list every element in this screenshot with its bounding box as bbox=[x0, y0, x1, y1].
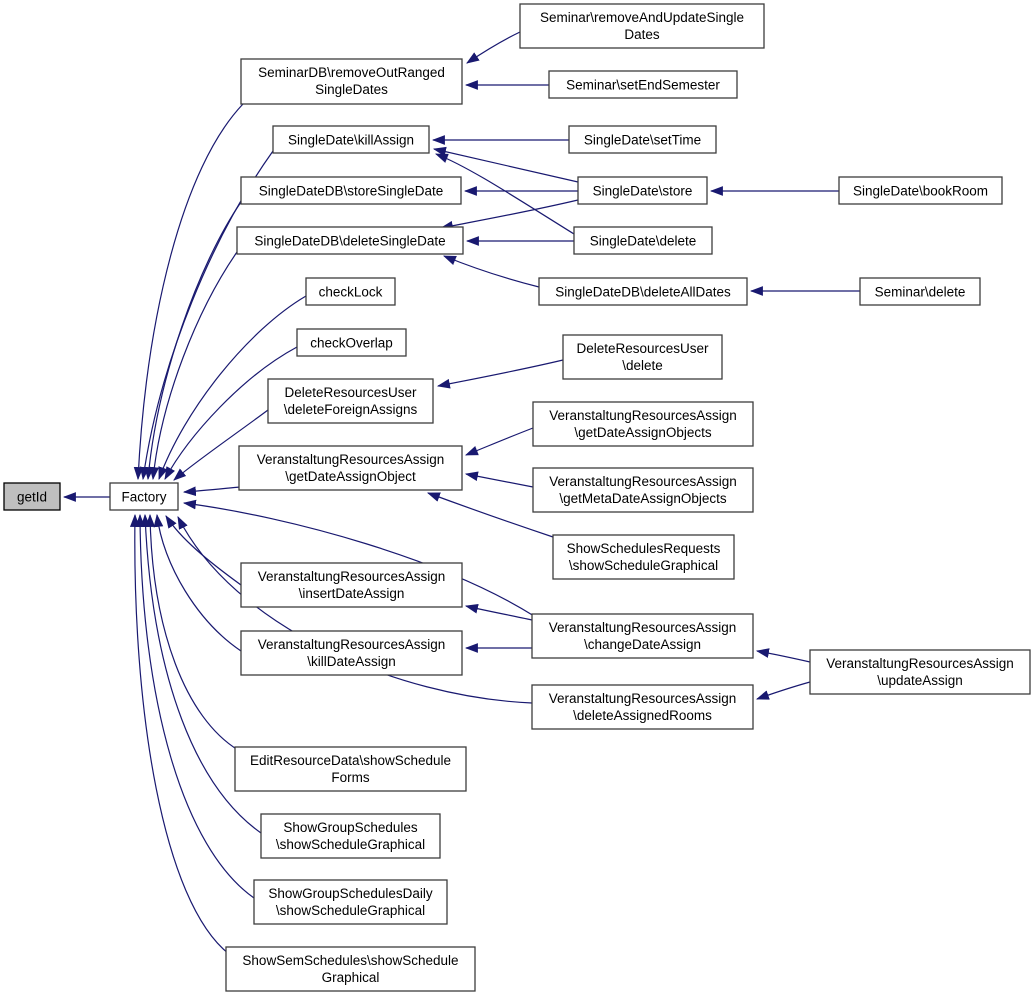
node-vra-getDateAssignObject[interactable] bbox=[239, 446, 462, 490]
node-label-showgroupschedules-showScheduleGraphical: ShowGroupSchedules \showScheduleGraphical bbox=[275, 820, 426, 852]
node-label-showschedulesrequests-showScheduleGraphical: ShowSchedulesRequests \showScheduleGraphical bbox=[566, 541, 721, 573]
node-editresourcedata-showScheduleForms[interactable] bbox=[235, 747, 466, 791]
edge-editresourcedata-showScheduleForms--factory bbox=[150, 515, 238, 750]
edge-deleteresourcesuser-delete--deleteresourcesuser-deleteForeignAssigns bbox=[438, 360, 563, 386]
node-label-singledate-bookRoom: SingleDate\bookRoom bbox=[852, 183, 989, 199]
node-label-seminardb-removeOutRangedSingleDates: SeminarDB\removeOutRanged SingleDates bbox=[258, 65, 445, 97]
node-singledate-store[interactable] bbox=[578, 177, 707, 204]
node-label-singledatedb-deleteSingleDate: SingleDateDB\deleteSingleDate bbox=[254, 233, 446, 249]
edge-showgroupschedulesdaily-showScheduleGraphical--factory bbox=[140, 515, 254, 898]
edge-seminar-removeAndUpdateSingleDates--seminardb-removeOutRangedSingleDates bbox=[467, 32, 520, 63]
node-singledate-bookRoom[interactable] bbox=[839, 177, 1002, 204]
node-vra-getDateAssignObjects[interactable] bbox=[533, 402, 753, 446]
node-label-vra-getDateAssignObject: VeranstaltungResourcesAssign \getDateAssignObject bbox=[256, 452, 445, 484]
node-vra-updateAssign[interactable] bbox=[810, 650, 1030, 694]
node-singledatedb-deleteAllDates[interactable] bbox=[539, 278, 747, 305]
edge-singledatedb-deleteAllDates--singledatedb-deleteSingleDate bbox=[444, 256, 539, 287]
node-label-seminar-delete: Seminar\delete bbox=[874, 284, 966, 300]
node-label-showgroupschedulesdaily-showScheduleGraphical: ShowGroupSchedulesDaily \showScheduleGraphical bbox=[268, 886, 433, 918]
node-vra-insertDateAssign[interactable] bbox=[241, 563, 462, 607]
node-singledatedb-storeSingleDate[interactable] bbox=[241, 177, 461, 204]
edge-vra-getDateAssignObjects--vra-getDateAssignObject bbox=[466, 428, 533, 455]
node-label-singledate-delete: SingleDate\delete bbox=[589, 233, 697, 249]
node-label-deleteresourcesuser-deleteForeignAssigns: DeleteResourcesUser \deleteForeignAssigns bbox=[283, 385, 418, 417]
node-label-seminar-setEndSemester: Seminar\setEndSemester bbox=[566, 77, 720, 93]
edge-vra-getDateAssignObject--factory bbox=[184, 487, 240, 492]
node-showgroupschedules-showScheduleGraphical[interactable] bbox=[261, 814, 440, 858]
node-getId bbox=[4, 483, 60, 510]
node-label-vra-deleteAssignedRooms: VeranstaltungResourcesAssign \deleteAssignedRooms bbox=[548, 691, 737, 723]
node-checkLock[interactable] bbox=[306, 278, 395, 305]
node-label-vra-updateAssign: VeranstaltungResourcesAssign \updateAssign bbox=[826, 656, 1014, 688]
node-label-getId: getId bbox=[16, 489, 48, 505]
node-label-showsemschedules-showScheduleGraphical: ShowSemSchedules\showSchedule Graphical bbox=[242, 953, 459, 985]
node-label-vra-getMetaDateAssignObjects: VeranstaltungResourcesAssign \getMetaDateAssignObjects bbox=[549, 474, 737, 506]
node-label-singledate-setTime: SingleDate\setTime bbox=[583, 132, 702, 148]
node-label-factory: Factory bbox=[121, 489, 167, 505]
edge-showsemschedules-showScheduleGraphical--factory bbox=[135, 515, 229, 954]
node-deleteresourcesuser-delete[interactable] bbox=[563, 335, 722, 379]
node-vra-killDateAssign[interactable] bbox=[241, 631, 462, 675]
node-label-singledate-killAssign: SingleDate\killAssign bbox=[287, 132, 415, 148]
edge-vra-updateAssign--vra-deleteAssignedRooms bbox=[757, 682, 810, 699]
node-label-deleteresourcesuser-delete: DeleteResourcesUser \delete bbox=[576, 341, 709, 373]
node-seminar-setEndSemester[interactable] bbox=[549, 71, 737, 98]
node-deleteresourcesuser-deleteForeignAssigns[interactable] bbox=[268, 379, 433, 423]
node-seminar-delete[interactable] bbox=[860, 278, 980, 305]
node-showschedulesrequests-showScheduleGraphical[interactable] bbox=[553, 535, 734, 579]
node-singledate-setTime[interactable] bbox=[569, 126, 716, 153]
node-singledate-delete[interactable] bbox=[574, 227, 712, 254]
node-label-checkOverlap: checkOverlap bbox=[310, 335, 393, 351]
edge-vra-getMetaDateAssignObjects--vra-getDateAssignObject bbox=[466, 474, 533, 487]
node-vra-getMetaDateAssignObjects[interactable] bbox=[533, 468, 753, 512]
node-vra-deleteAssignedRooms[interactable] bbox=[532, 685, 753, 729]
node-showgroupschedulesdaily-showScheduleGraphical[interactable] bbox=[254, 880, 447, 924]
edge-vra-insertDateAssign--factory bbox=[166, 516, 241, 585]
node-label-singledate-store: SingleDate\store bbox=[592, 183, 693, 199]
node-label-editresourcedata-showScheduleForms: EditResourceData\showSchedule Forms bbox=[249, 753, 452, 785]
node-label-vra-insertDateAssign: VeranstaltungResourcesAssign \insertDateAssign bbox=[257, 569, 446, 601]
node-checkOverlap[interactable] bbox=[297, 329, 406, 356]
node-label-singledatedb-deleteAllDates: SingleDateDB\deleteAllDates bbox=[555, 284, 731, 300]
node-singledatedb-deleteSingleDate[interactable] bbox=[237, 227, 463, 254]
node-layer bbox=[4, 4, 1030, 991]
edge-singledatedb-storeSingleDate--factory bbox=[148, 202, 241, 479]
node-seminar-removeAndUpdateSingleDates[interactable] bbox=[520, 4, 764, 48]
edge-singledatedb-deleteSingleDate--factory bbox=[153, 252, 237, 479]
node-showsemschedules-showScheduleGraphical[interactable] bbox=[226, 947, 475, 991]
node-label-seminar-removeAndUpdateSingleDates: Seminar\removeAndUpdateSingle Dates bbox=[539, 10, 745, 42]
node-singledate-killAssign[interactable] bbox=[273, 126, 429, 153]
node-label-vra-changeDateAssign: VeranstaltungResourcesAssign \changeDateAssign bbox=[548, 620, 737, 652]
edge-vra-updateAssign--vra-changeDateAssign bbox=[757, 651, 810, 662]
node-vra-changeDateAssign[interactable] bbox=[532, 614, 753, 658]
node-label-vra-getDateAssignObjects: VeranstaltungResourcesAssign \getDateAssignObjects bbox=[549, 408, 737, 440]
node-seminardb-removeOutRangedSingleDates[interactable] bbox=[241, 59, 462, 104]
node-label-vra-killDateAssign: VeranstaltungResourcesAssign \killDateAssign bbox=[257, 637, 446, 669]
node-label-singledatedb-storeSingleDate: SingleDateDB\storeSingleDate bbox=[258, 183, 444, 199]
node-factory[interactable] bbox=[110, 483, 178, 510]
node-label-checkLock: checkLock bbox=[318, 284, 383, 300]
